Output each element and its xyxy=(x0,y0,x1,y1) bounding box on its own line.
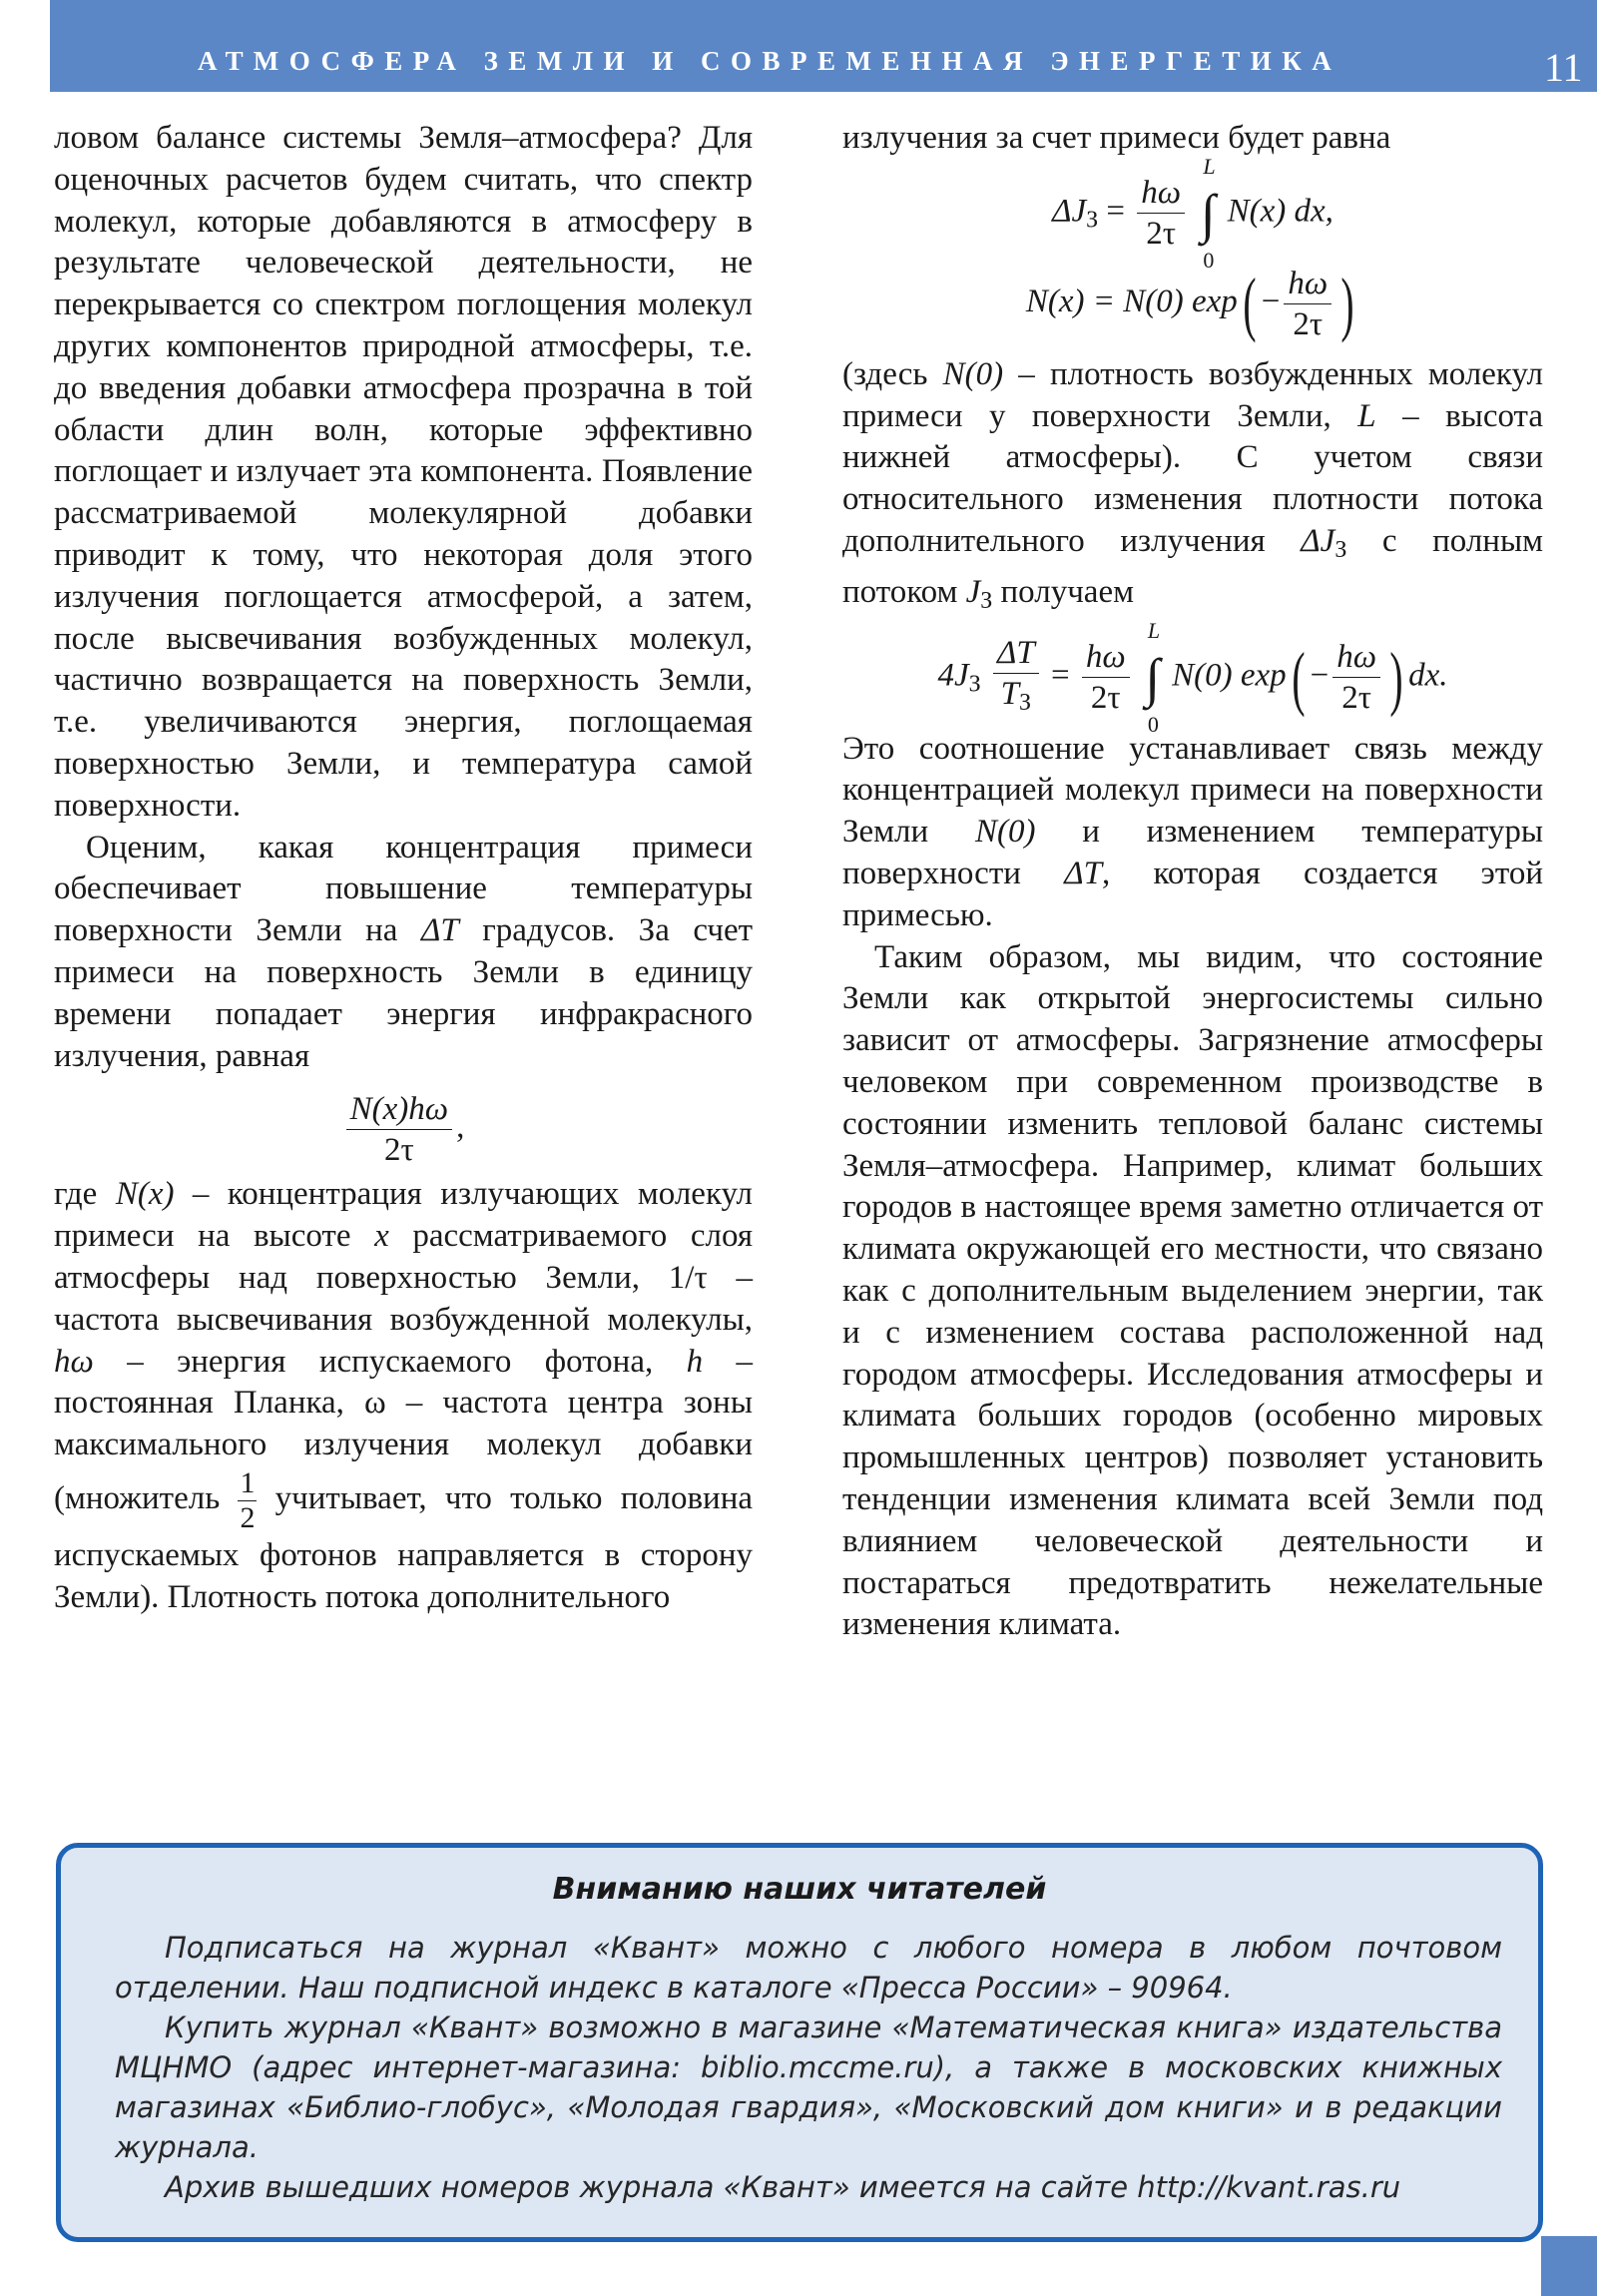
page-header xyxy=(50,0,1597,92)
notice-archive-text: Архив вышедших номеров журнала «Квант» имеется на сайте http://kvant.ras.ru xyxy=(165,2170,1401,2204)
right-paragraph-1: излучения за счет примеси будет равна xyxy=(842,120,1391,156)
integral-sign: ∫ L 0 xyxy=(1145,617,1161,737)
notice-title: Вниманию наших читателей xyxy=(552,1872,1047,1907)
left-paragraph-1: ловом балансе системы Земля–атмосфера? Для оценочных расчетов будем считать, что спектр молекул, которые добавляются в атмосферу в результате человеческой деятельности, не перекрывается со спектром поглощения молекул других компонентов природной атмосферы, т.е. до введения добавки атмосфера прозрачна в той области длин волн, которые эффективно поглощает и излучает эта компонента. Появление рассматриваемой молекулярной добавки приводит к тому, что некоторая доля этого излучения поглощается атмосферой, а затем, после высвечивания возбужденных молекул, частично возвращается на поверхность Земли, т.е. увеличиваются энергия, поглощаемая поверхностью Земли, и температура самой поверхности. xyxy=(54,120,753,824)
readers-notice-box xyxy=(56,1843,1543,2242)
formula-energy-flux: $\frac{N(x)h\omega}{2\tau}$ , xyxy=(54,1089,753,1170)
integral-sign: ∫ L 0 xyxy=(1200,153,1216,273)
left-paragraph-3: где N(x) – концентрация излучающих молекул примеси на высоте x рассматриваемого слоя атмосферы над поверхностью Земли, 1/τ – частота высвечивания возбужденной молекулы, hω – энергия испускаемого фотона, h – постоянная Планка, ω – частота центра зоны максимального излучения молекул добавки (множитель $\frac{1}{2}$ учитывает, что только половина испускаемых фотонов направляется в сторону Земли). Плотность потока дополнительного xyxy=(54,1176,754,1615)
running-title: АТМОСФЕРА ЗЕМЛИ И СОВРЕМЕННАЯ ЭНЕРГЕТИКА xyxy=(198,46,1342,76)
page-number: 11 xyxy=(1544,45,1583,90)
notice-subscription-text: Подписаться на журнал «Квант» можно с любого номера в любом почтовом отделении. Наш подписной индекс в каталоге «Пресса России» – 90964. xyxy=(115,1931,1502,2005)
fraction-one-half: $\frac{1}{2}$ xyxy=(240,1465,256,1534)
formula-density-profile: N(x) = N(0) exp( − $\frac{h\omega}{2\tau}$ ) xyxy=(1025,264,1354,344)
formula-delta-j: $\Delta J_З$ = $\frac{h\omega}{2\tau}$ ∫ L 0 N(x) dx, xyxy=(1052,153,1333,273)
corner-decoration xyxy=(1541,2236,1597,2296)
notice-body xyxy=(115,1928,1502,2207)
right-column xyxy=(842,118,1543,1646)
right-paragraph-2: (здесь N(0) – плотность возбужденных молекул примеси у поверхности Земли, L – высота нижней атмосферы). С учетом связи относительного изменения плотности потока дополнительного излучения $\Delta J_З$ с полным потоком $J_З$ получаем xyxy=(842,355,1544,614)
notice-purchase-text: Купить журнал «Квант» возможно в магазине «Математическая книга» издательства МЦНМО (адрес интернет-магазина: biblio.mccme.ru), а также в московских книжных магазинах «Библио-глобус», «Молодая гвардия», «Московский дом книги» и в редакции журнала. xyxy=(115,2010,1502,2164)
left-column xyxy=(54,118,753,1619)
right-paragraph-3: Это соотношение устанавливает связь между концентрацией молекул примеси на поверхности Земли N(0) и изменением температуры поверхности ΔT, которая создается этой примесью. xyxy=(842,730,1543,933)
formula-temperature-relation: $4J_З$ $\frac{\Delta T}{T_З}$ = $\frac{h\omega}{2\tau}$ ∫ L 0 N(0) exp( − $\frac{h\omega}{2\tau}$ ) dx. xyxy=(937,617,1448,737)
left-paragraph-2: Оценим, какая концентрация примеси обеспечивает повышение температуры поверхности Земли на ΔT градусов. За счет примеси на поверхность Земли в единицу времени попадает энергия инфракрасного излучения, равная xyxy=(54,829,754,1074)
right-paragraph-4: Таким образом, мы видим, что состояние Земли как открытой энергосистемы сильно зависит от атмосферы. Загрязнение атмосферы человеком при современном производстве в состоянии изменить тепловой баланс системы Земля–атмосфера. Например, климат больших городов в настоящее время заметно отличается от климата окружающей его местности, что связано как с дополнительным выделением энергии, так и с изменением состава расположенной над городом атмосферы. Исследования атмосферы и климата больших городов (особенно мировых промышленных центров) позволяет установить тенденции изменения климата всей Земли под влиянием человеческой деятельности и постараться предотвратить нежелательные изменения климата. xyxy=(842,938,1543,1643)
